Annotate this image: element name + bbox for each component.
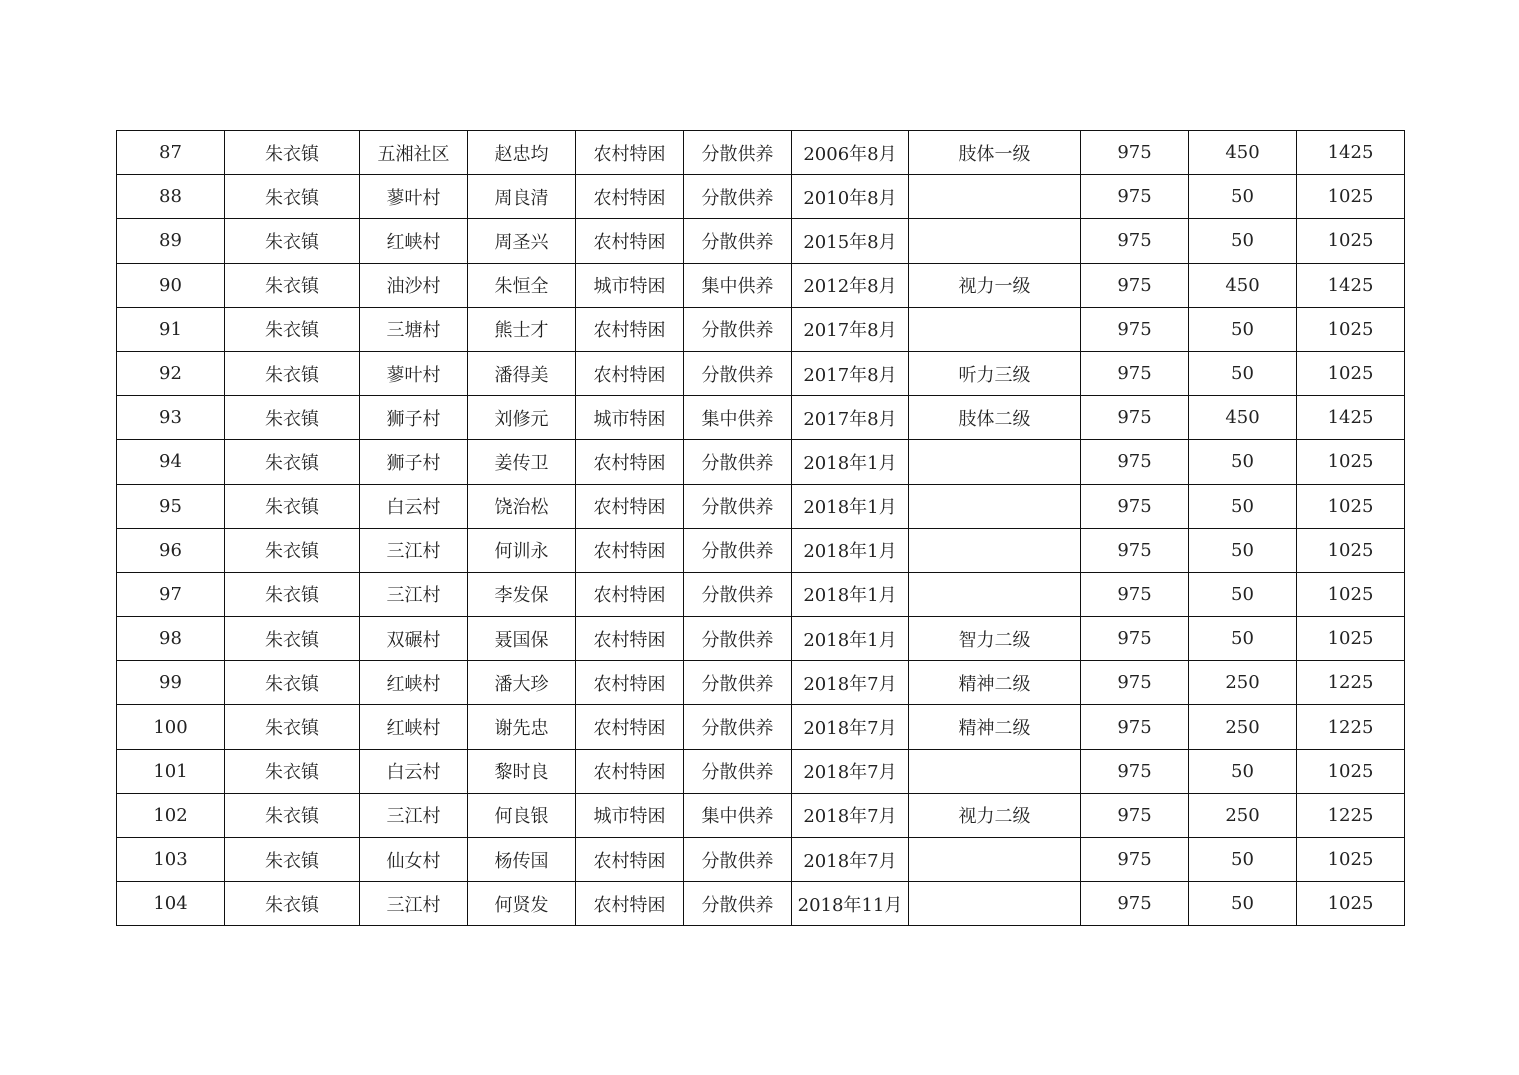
seq-cell: 98 — [117, 617, 225, 661]
base-amount-cell: 975 — [1081, 131, 1189, 175]
name-cell: 潘得美 — [468, 351, 576, 395]
support-type-cell: 集中供养 — [684, 396, 792, 440]
date-cell: 2018年1月 — [792, 440, 909, 484]
disability-cell — [909, 572, 1081, 616]
date-cell: 2018年7月 — [792, 661, 909, 705]
disability-cell — [909, 175, 1081, 219]
total-amount-cell: 1025 — [1297, 882, 1405, 926]
name-cell: 周良清 — [468, 175, 576, 219]
base-amount-cell: 975 — [1081, 528, 1189, 572]
table-row — [117, 661, 1405, 705]
category-cell: 农村特困 — [576, 838, 684, 882]
date-cell: 2017年8月 — [792, 396, 909, 440]
base-amount-cell: 975 — [1081, 838, 1189, 882]
extra-amount-cell: 450 — [1189, 396, 1297, 440]
support-type-cell: 分散供养 — [684, 838, 792, 882]
town-cell: 朱衣镇 — [225, 307, 360, 351]
name-cell: 何贤发 — [468, 882, 576, 926]
base-amount-cell: 975 — [1081, 396, 1189, 440]
support-type-cell: 分散供养 — [684, 175, 792, 219]
disability-cell: 精神二级 — [909, 705, 1081, 749]
name-cell: 刘修元 — [468, 396, 576, 440]
town-cell: 朱衣镇 — [225, 131, 360, 175]
village-cell: 五湘社区 — [360, 131, 468, 175]
total-amount-cell: 1025 — [1297, 617, 1405, 661]
extra-amount-cell: 50 — [1189, 351, 1297, 395]
village-cell: 狮子村 — [360, 396, 468, 440]
category-cell: 农村特困 — [576, 661, 684, 705]
base-amount-cell: 975 — [1081, 263, 1189, 307]
total-amount-cell: 1425 — [1297, 396, 1405, 440]
total-amount-cell: 1025 — [1297, 307, 1405, 351]
town-cell: 朱衣镇 — [225, 440, 360, 484]
seq-cell: 97 — [117, 572, 225, 616]
extra-amount-cell: 50 — [1189, 882, 1297, 926]
table-row — [117, 351, 1405, 395]
base-amount-cell: 975 — [1081, 572, 1189, 616]
date-cell: 2018年7月 — [792, 749, 909, 793]
name-cell: 聂国保 — [468, 617, 576, 661]
total-amount-cell: 1025 — [1297, 440, 1405, 484]
town-cell: 朱衣镇 — [225, 705, 360, 749]
seq-cell: 93 — [117, 396, 225, 440]
village-cell: 红峡村 — [360, 705, 468, 749]
seq-cell: 91 — [117, 307, 225, 351]
village-cell: 蓼叶村 — [360, 351, 468, 395]
date-cell: 2018年7月 — [792, 838, 909, 882]
seq-cell: 100 — [117, 705, 225, 749]
total-amount-cell: 1425 — [1297, 263, 1405, 307]
date-cell: 2012年8月 — [792, 263, 909, 307]
base-amount-cell: 975 — [1081, 219, 1189, 263]
disability-cell — [909, 307, 1081, 351]
category-cell: 农村特困 — [576, 307, 684, 351]
table-row — [117, 528, 1405, 572]
extra-amount-cell: 50 — [1189, 617, 1297, 661]
base-amount-cell: 975 — [1081, 882, 1189, 926]
disability-cell — [909, 528, 1081, 572]
base-amount-cell: 975 — [1081, 484, 1189, 528]
seq-cell: 90 — [117, 263, 225, 307]
date-cell: 2018年1月 — [792, 528, 909, 572]
name-cell: 潘大珍 — [468, 661, 576, 705]
category-cell: 农村特困 — [576, 175, 684, 219]
table-row — [117, 617, 1405, 661]
seq-cell: 87 — [117, 131, 225, 175]
name-cell: 姜传卫 — [468, 440, 576, 484]
town-cell: 朱衣镇 — [225, 351, 360, 395]
category-cell: 农村特困 — [576, 440, 684, 484]
date-cell: 2018年7月 — [792, 705, 909, 749]
table-row — [117, 484, 1405, 528]
support-type-cell: 分散供养 — [684, 882, 792, 926]
base-amount-cell: 975 — [1081, 793, 1189, 837]
town-cell: 朱衣镇 — [225, 838, 360, 882]
name-cell: 谢先忠 — [468, 705, 576, 749]
village-cell: 白云村 — [360, 484, 468, 528]
category-cell: 农村特困 — [576, 617, 684, 661]
name-cell: 何良银 — [468, 793, 576, 837]
seq-cell: 89 — [117, 219, 225, 263]
extra-amount-cell: 450 — [1189, 131, 1297, 175]
disability-cell — [909, 484, 1081, 528]
village-cell: 蓼叶村 — [360, 175, 468, 219]
town-cell: 朱衣镇 — [225, 484, 360, 528]
town-cell: 朱衣镇 — [225, 572, 360, 616]
category-cell: 农村特困 — [576, 705, 684, 749]
disability-cell: 听力三级 — [909, 351, 1081, 395]
support-type-cell: 集中供养 — [684, 263, 792, 307]
disability-cell: 精神二级 — [909, 661, 1081, 705]
table-row — [117, 705, 1405, 749]
extra-amount-cell: 250 — [1189, 793, 1297, 837]
support-type-cell: 分散供养 — [684, 705, 792, 749]
town-cell: 朱衣镇 — [225, 793, 360, 837]
disability-cell: 智力二级 — [909, 617, 1081, 661]
town-cell: 朱衣镇 — [225, 396, 360, 440]
date-cell: 2017年8月 — [792, 351, 909, 395]
date-cell: 2018年1月 — [792, 572, 909, 616]
town-cell: 朱衣镇 — [225, 882, 360, 926]
total-amount-cell: 1025 — [1297, 351, 1405, 395]
total-amount-cell: 1025 — [1297, 175, 1405, 219]
support-type-cell: 分散供养 — [684, 572, 792, 616]
table-row — [117, 838, 1405, 882]
table-row — [117, 307, 1405, 351]
category-cell: 农村特困 — [576, 882, 684, 926]
total-amount-cell: 1225 — [1297, 661, 1405, 705]
total-amount-cell: 1425 — [1297, 131, 1405, 175]
date-cell: 2017年8月 — [792, 307, 909, 351]
support-type-cell: 分散供养 — [684, 528, 792, 572]
support-type-cell: 集中供养 — [684, 793, 792, 837]
total-amount-cell: 1025 — [1297, 484, 1405, 528]
support-type-cell: 分散供养 — [684, 749, 792, 793]
town-cell: 朱衣镇 — [225, 263, 360, 307]
extra-amount-cell: 250 — [1189, 661, 1297, 705]
date-cell: 2006年8月 — [792, 131, 909, 175]
category-cell: 农村特困 — [576, 219, 684, 263]
seq-cell: 92 — [117, 351, 225, 395]
total-amount-cell: 1025 — [1297, 749, 1405, 793]
support-type-cell: 分散供养 — [684, 661, 792, 705]
disability-cell: 视力二级 — [909, 793, 1081, 837]
disability-cell — [909, 440, 1081, 484]
extra-amount-cell: 50 — [1189, 219, 1297, 263]
category-cell: 城市特困 — [576, 396, 684, 440]
name-cell: 赵忠均 — [468, 131, 576, 175]
seq-cell: 104 — [117, 882, 225, 926]
extra-amount-cell: 50 — [1189, 528, 1297, 572]
name-cell: 周圣兴 — [468, 219, 576, 263]
extra-amount-cell: 50 — [1189, 572, 1297, 616]
village-cell: 三江村 — [360, 572, 468, 616]
table-row — [117, 263, 1405, 307]
total-amount-cell: 1025 — [1297, 838, 1405, 882]
disability-cell — [909, 838, 1081, 882]
category-cell: 农村特困 — [576, 484, 684, 528]
table-row — [117, 882, 1405, 926]
base-amount-cell: 975 — [1081, 617, 1189, 661]
village-cell: 仙女村 — [360, 838, 468, 882]
category-cell: 农村特困 — [576, 572, 684, 616]
town-cell: 朱衣镇 — [225, 175, 360, 219]
date-cell: 2015年8月 — [792, 219, 909, 263]
village-cell: 三江村 — [360, 793, 468, 837]
town-cell: 朱衣镇 — [225, 528, 360, 572]
table-row — [117, 396, 1405, 440]
base-amount-cell: 975 — [1081, 749, 1189, 793]
village-cell: 三江村 — [360, 528, 468, 572]
town-cell: 朱衣镇 — [225, 749, 360, 793]
table-row — [117, 749, 1405, 793]
base-amount-cell: 975 — [1081, 307, 1189, 351]
data-table — [116, 130, 1405, 926]
category-cell: 城市特困 — [576, 263, 684, 307]
village-cell: 双碾村 — [360, 617, 468, 661]
category-cell: 农村特困 — [576, 749, 684, 793]
village-cell: 白云村 — [360, 749, 468, 793]
table-row — [117, 572, 1405, 616]
extra-amount-cell: 250 — [1189, 705, 1297, 749]
disability-cell — [909, 219, 1081, 263]
extra-amount-cell: 50 — [1189, 484, 1297, 528]
table-row — [117, 175, 1405, 219]
name-cell: 李发保 — [468, 572, 576, 616]
date-cell: 2018年7月 — [792, 793, 909, 837]
village-cell: 油沙村 — [360, 263, 468, 307]
extra-amount-cell: 50 — [1189, 749, 1297, 793]
name-cell: 黎时良 — [468, 749, 576, 793]
disability-cell: 视力一级 — [909, 263, 1081, 307]
disability-cell: 肢体一级 — [909, 131, 1081, 175]
extra-amount-cell: 450 — [1189, 263, 1297, 307]
category-cell: 城市特困 — [576, 793, 684, 837]
seq-cell: 99 — [117, 661, 225, 705]
base-amount-cell: 975 — [1081, 351, 1189, 395]
table-row — [117, 440, 1405, 484]
date-cell: 2018年1月 — [792, 484, 909, 528]
seq-cell: 103 — [117, 838, 225, 882]
village-cell: 三塘村 — [360, 307, 468, 351]
town-cell: 朱衣镇 — [225, 219, 360, 263]
table-row — [117, 793, 1405, 837]
date-cell: 2018年11月 — [792, 882, 909, 926]
village-cell: 红峡村 — [360, 219, 468, 263]
support-type-cell: 分散供养 — [684, 307, 792, 351]
extra-amount-cell: 50 — [1189, 175, 1297, 219]
date-cell: 2010年8月 — [792, 175, 909, 219]
seq-cell: 95 — [117, 484, 225, 528]
name-cell: 熊士才 — [468, 307, 576, 351]
village-cell: 狮子村 — [360, 440, 468, 484]
town-cell: 朱衣镇 — [225, 617, 360, 661]
village-cell: 三江村 — [360, 882, 468, 926]
base-amount-cell: 975 — [1081, 661, 1189, 705]
support-type-cell: 分散供养 — [684, 484, 792, 528]
table-body — [117, 131, 1405, 926]
name-cell: 杨传国 — [468, 838, 576, 882]
name-cell: 何训永 — [468, 528, 576, 572]
name-cell: 饶治松 — [468, 484, 576, 528]
category-cell: 农村特困 — [576, 528, 684, 572]
disability-cell — [909, 882, 1081, 926]
extra-amount-cell: 50 — [1189, 307, 1297, 351]
disability-cell — [909, 749, 1081, 793]
extra-amount-cell: 50 — [1189, 440, 1297, 484]
base-amount-cell: 975 — [1081, 705, 1189, 749]
total-amount-cell: 1025 — [1297, 219, 1405, 263]
support-type-cell: 分散供养 — [684, 131, 792, 175]
extra-amount-cell: 50 — [1189, 838, 1297, 882]
support-type-cell: 分散供养 — [684, 351, 792, 395]
seq-cell: 101 — [117, 749, 225, 793]
support-type-cell: 分散供养 — [684, 617, 792, 661]
name-cell: 朱恒全 — [468, 263, 576, 307]
category-cell: 农村特困 — [576, 351, 684, 395]
disability-cell: 肢体二级 — [909, 396, 1081, 440]
category-cell: 农村特困 — [576, 131, 684, 175]
support-type-cell: 分散供养 — [684, 440, 792, 484]
base-amount-cell: 975 — [1081, 440, 1189, 484]
seq-cell: 102 — [117, 793, 225, 837]
date-cell: 2018年1月 — [792, 617, 909, 661]
table-row — [117, 219, 1405, 263]
seq-cell: 96 — [117, 528, 225, 572]
seq-cell: 94 — [117, 440, 225, 484]
support-type-cell: 分散供养 — [684, 219, 792, 263]
table-row — [117, 131, 1405, 175]
total-amount-cell: 1025 — [1297, 572, 1405, 616]
total-amount-cell: 1225 — [1297, 705, 1405, 749]
total-amount-cell: 1225 — [1297, 793, 1405, 837]
village-cell: 红峡村 — [360, 661, 468, 705]
base-amount-cell: 975 — [1081, 175, 1189, 219]
seq-cell: 88 — [117, 175, 225, 219]
total-amount-cell: 1025 — [1297, 528, 1405, 572]
town-cell: 朱衣镇 — [225, 661, 360, 705]
